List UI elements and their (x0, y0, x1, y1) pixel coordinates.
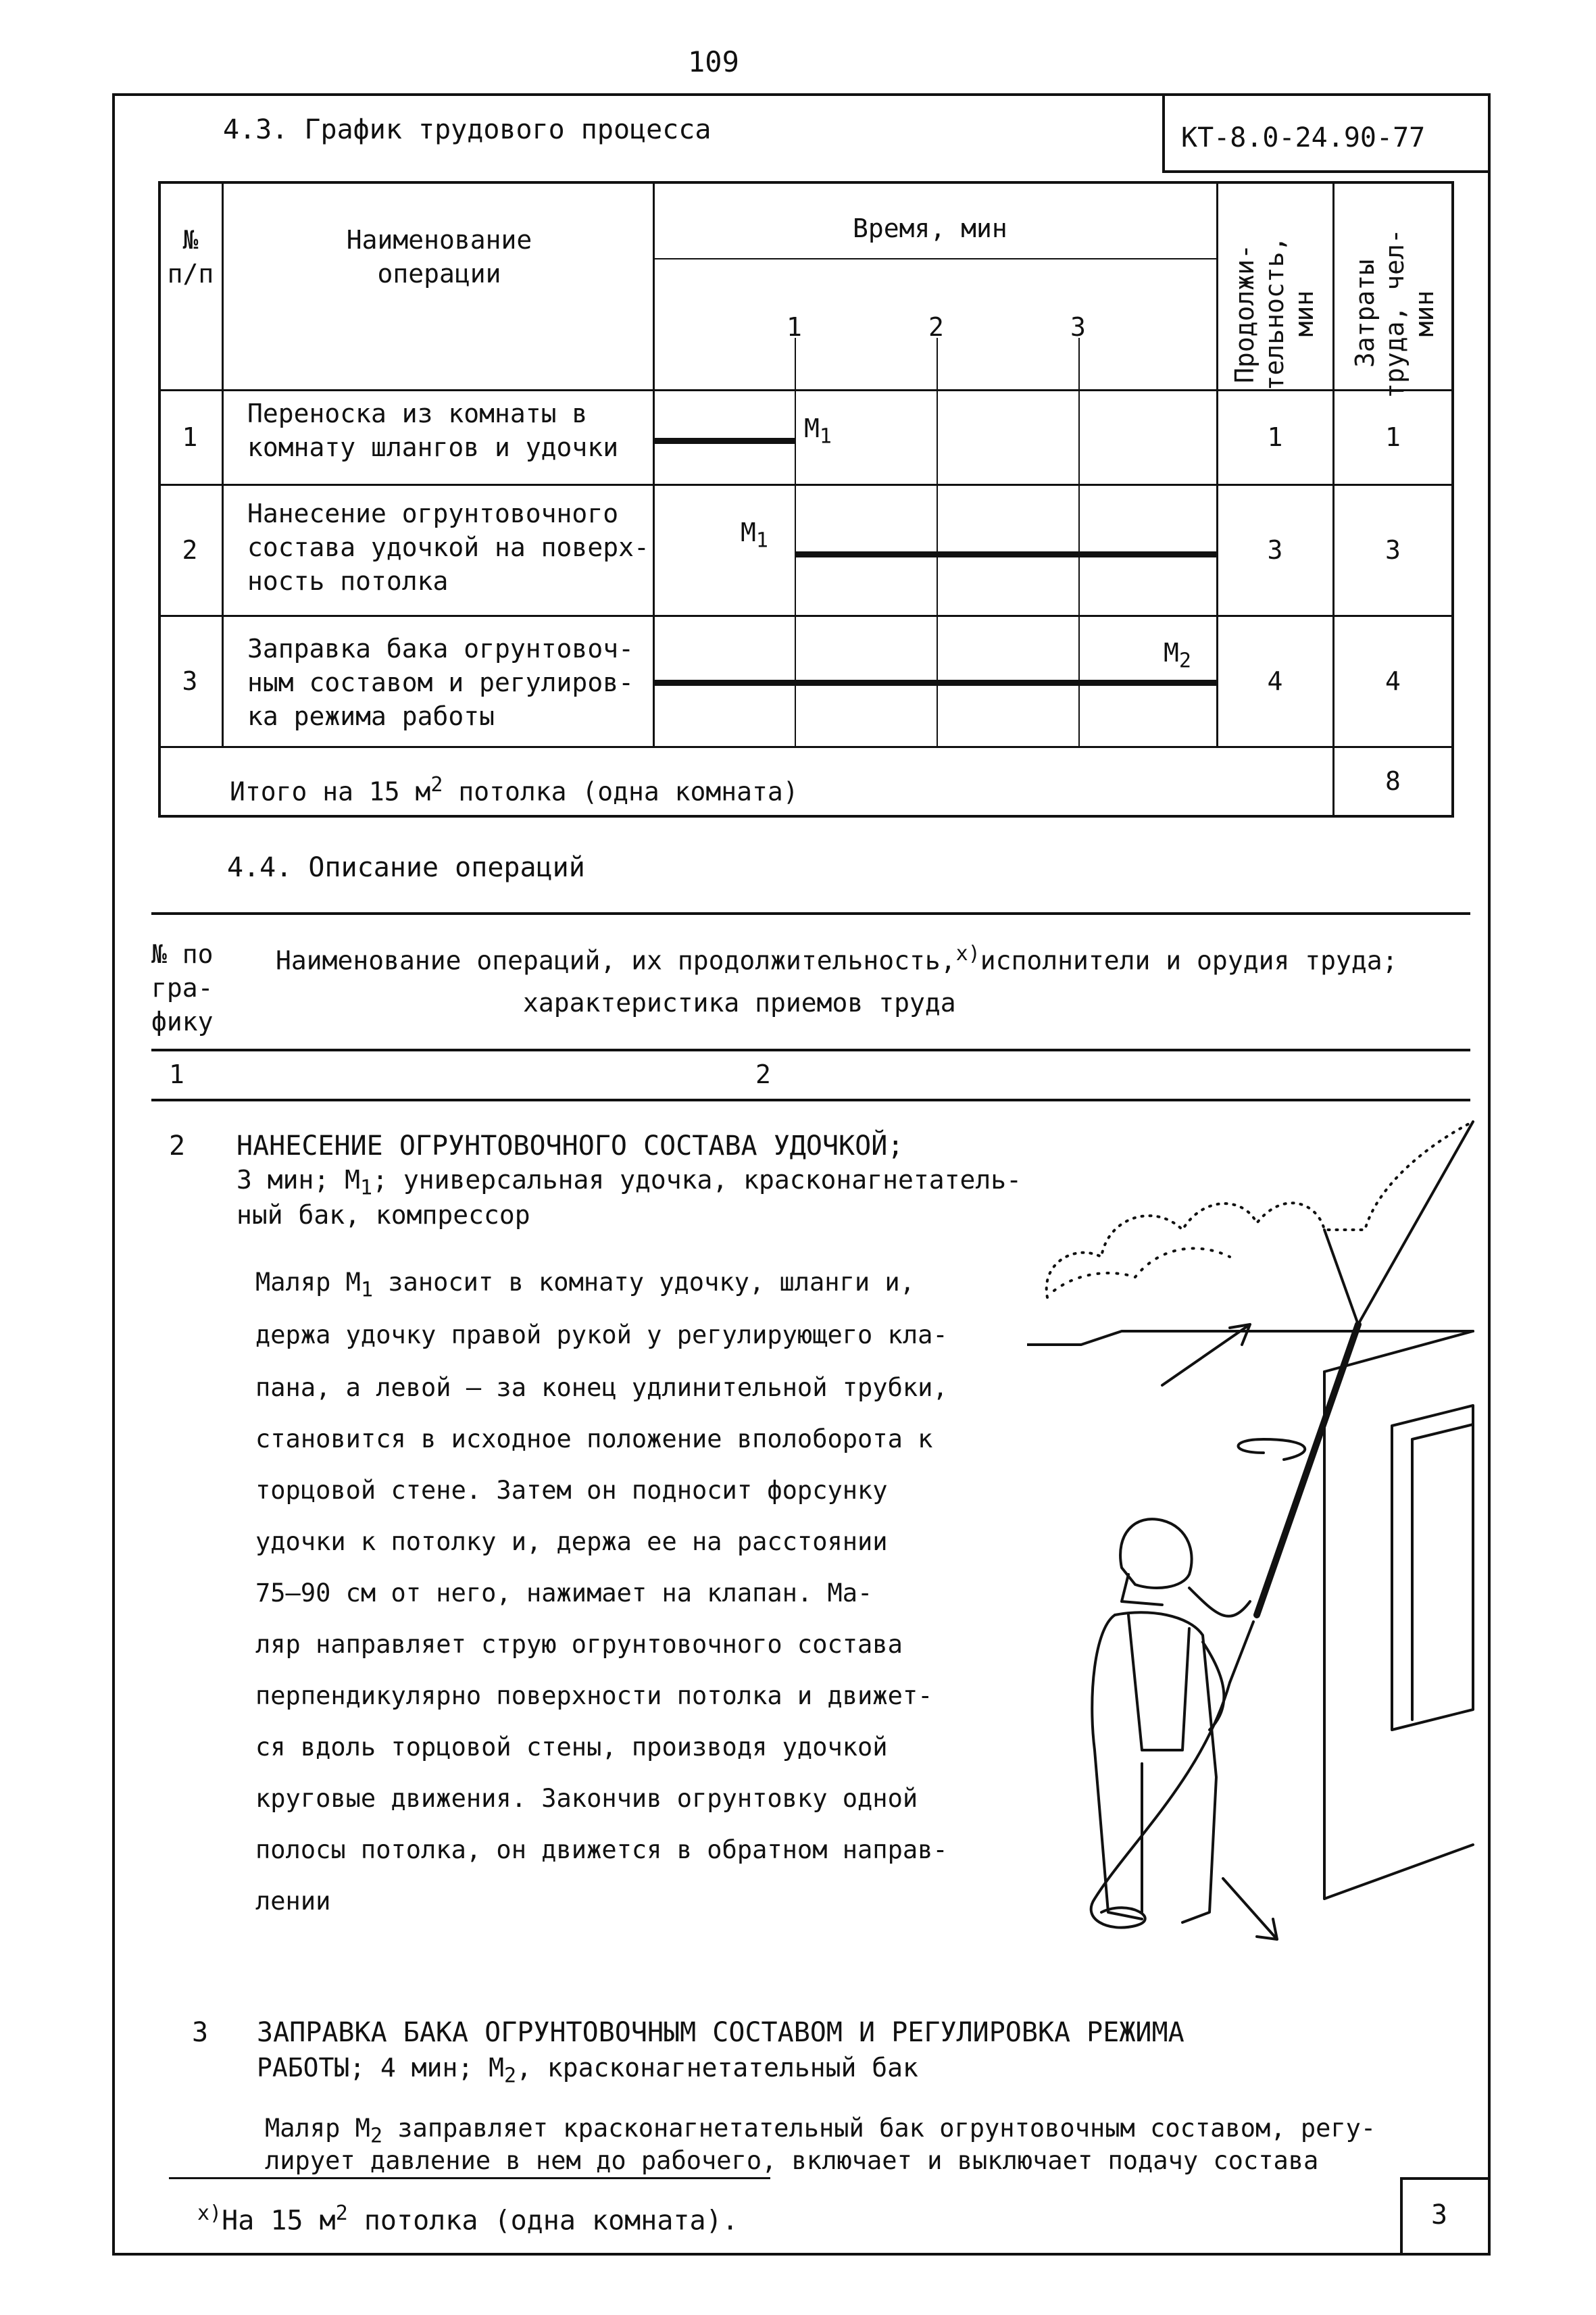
tick-label-1: 1 (787, 312, 802, 342)
direction-arrow-up (1162, 1324, 1250, 1385)
row-2-name-l1: Нанесение огрунтовочного (247, 499, 619, 528)
row-3-name-l2: ным составом и регулиров- (247, 668, 634, 697)
header-time: Время, мин (853, 214, 1007, 243)
op2-paragraph-line: перпендикулярно поверхности потолка и движет- (255, 1681, 933, 1710)
op2-paragraph-line: ляр направляет струю огрунтовочного состава (255, 1630, 903, 1659)
spray-nozzle-cone (1324, 1122, 1473, 1324)
row-2-worker: $М_1$ (741, 518, 768, 553)
rotation-arrow (1239, 1439, 1305, 1460)
document-code: КТ-8.0-24.90-77 (1181, 122, 1426, 153)
total-value: 8 (1385, 766, 1401, 796)
op2-paragraph-line: пана, а левой – за конец удлинительной трубки, (255, 1373, 948, 1402)
op2-subtitle-l2: ный бак, компрессор (236, 1200, 530, 1230)
row-3-name-l1: Заправка бака огрунтовоч- (247, 634, 634, 664)
op2-paragraph-line: лении (255, 1887, 331, 1916)
time-tick-line (795, 338, 796, 747)
row-1-num: 1 (182, 422, 198, 452)
desc-col1-header-l1: № по (151, 939, 214, 969)
op3-num: 3 (192, 2017, 209, 2048)
op2-paragraph-line: держа удочку правой рукой у регулирующего кла- (255, 1320, 948, 1349)
row-3-worker: $М_2$ (1164, 638, 1191, 673)
painter-spraying-illustration (1027, 1101, 1487, 1953)
desc-col1-header-l2: гра- (151, 973, 214, 1003)
header-labor: Затраты труда, чел-мин (1350, 228, 1439, 399)
desc-header-top-rule (151, 912, 1470, 915)
footnote-text: $^{x)}$На 15 $м^2$ потолка (одна комната). (197, 2201, 739, 2237)
row-1-labor: 1 (1385, 422, 1401, 452)
row-2-name-l3: ность потолка (247, 566, 449, 596)
painter-head (1120, 1519, 1192, 1588)
op2-subtitle-l1: 3 мин; $М_1$; универсальная удочка, красконагнетатель- (236, 1165, 1022, 1200)
row-2-num: 2 (182, 535, 198, 565)
row-1-bar (654, 438, 795, 444)
tick-label-2: 2 (928, 312, 944, 342)
op2-title: НАНЕСЕНИЕ ОГРУНТОВОЧНОГО СОСТАВА УДОЧКОЙ; (236, 1130, 904, 1162)
page-number: 109 (688, 45, 739, 78)
row-2-labor: 3 (1385, 535, 1401, 565)
time-tick-line (1078, 338, 1080, 747)
op3-paragraph-l1: Маляр $М_2$ заправляет красконагнетательный бак огрунтовочным составом, регу- (265, 2114, 1376, 2148)
desc-colnum-2: 2 (755, 1060, 771, 1089)
ceiling-edge (1027, 1331, 1473, 1345)
op3-title-l1: ЗАПРАВКА БАКА ОГРУНТОВОЧНЫМ СОСТАВОМ И РЕГУЛИРОВКА РЕЖИМА (257, 2017, 1184, 2048)
header-name: Наименование операции (346, 225, 532, 289)
section-4-3-title: 4.3. График трудового процесса (223, 114, 712, 145)
row-3-name-l3: ка режима работы (247, 701, 495, 731)
window-frame (1392, 1405, 1473, 1730)
direction-arrow-down (1223, 1878, 1277, 1939)
painter-body (1092, 1615, 1142, 1919)
row-3-duration: 4 (1267, 666, 1283, 696)
op2-paragraph-line: полосы потолка, он движется в обратном направ- (255, 1835, 948, 1864)
row-3-num: 3 (182, 666, 198, 696)
desc-col2-header-l1: Наименование операций, их продолжительность,$^{x)}$исполнители и орудия труда; (276, 942, 1398, 976)
row-1-name-l2: комнату шлангов и удочки (247, 432, 619, 462)
spray-rod (1257, 1324, 1358, 1615)
row-3-bar (654, 680, 1216, 686)
frame-left (112, 93, 115, 2256)
row-2-duration: 3 (1267, 535, 1283, 565)
row-2-bar (796, 551, 1216, 557)
header-num: № п/п (167, 225, 214, 289)
row-1-duration: 1 (1267, 422, 1283, 452)
header-duration: Продолжи- тельность, мин (1230, 236, 1319, 391)
desc-col1-header-l3: фику (151, 1007, 214, 1037)
row-3-labor: 4 (1385, 666, 1401, 696)
tick-label-3: 3 (1070, 312, 1086, 342)
air-hose (1091, 1683, 1230, 1928)
row-1-worker: $М_1$ (804, 414, 832, 449)
footnote-rule (169, 2177, 770, 2179)
total-label: Итого на 15 $м^2$ потолка (одна комната) (230, 773, 799, 807)
op3-paragraph-l2: лирует давление в нем до рабочего, включает и выключает подачу состава (265, 2146, 1319, 2175)
frame-bottom (112, 2253, 1491, 2256)
desc-col2-header-l2: характеристика приемов труда (523, 988, 956, 1018)
op2-paragraph-line: 75–90 см от него, нажимает на клапан. Ма- (255, 1578, 873, 1608)
op3-title-l2: РАБОТЫ; 4 мин; $М_2$, красконагнетательный бак (257, 2053, 918, 2088)
sheet-number: 3 (1431, 2199, 1448, 2231)
time-tick-line (937, 338, 938, 747)
op2-paragraph-l1: Маляр $М_1$ заносит в комнату удочку, шланги и, (255, 1268, 915, 1302)
frame-right (1488, 93, 1491, 2256)
desc-header-mid-rule (151, 1049, 1470, 1051)
op2-paragraph-line: становится в исходное положение вполоборота к (255, 1424, 933, 1453)
op2-paragraph-line: круговые движения. Закончив огрунтовку одной (255, 1784, 918, 1813)
op2-paragraph-line: торцовой стене. Затем он подносит форсунку (255, 1476, 888, 1505)
section-4-4-title: 4.4. Описание операций (227, 852, 585, 883)
op2-num: 2 (169, 1130, 186, 1162)
op2-paragraph-line: ся вдоль торцовой стены, производя удочкой (255, 1733, 888, 1762)
row-2-name-l2: состава удочкой на поверх- (247, 532, 649, 562)
row-1-name-l1: Переноска из комнаты в (247, 399, 588, 428)
op2-paragraph-line: удочки к потолку и, держа ее на расстоянии (255, 1527, 888, 1556)
desc-colnum-1: 1 (169, 1060, 184, 1089)
spray-cloud (1047, 1122, 1473, 1297)
